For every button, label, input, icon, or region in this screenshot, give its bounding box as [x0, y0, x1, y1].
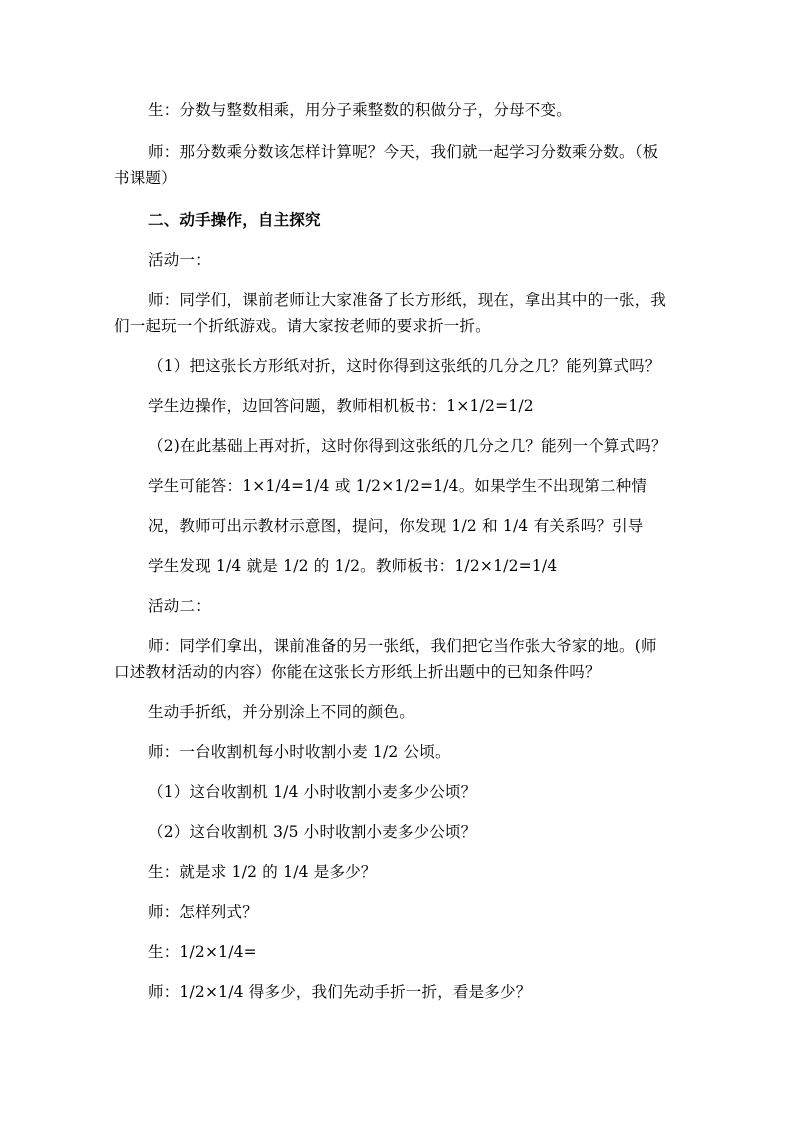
paragraph-line: 们一起玩一个折纸游戏。请大家按老师的要求折一折。: [114, 317, 491, 335]
paragraph-line: 况，教师可出示教材示意图，提问，你发现 1/2 和 1/4 有关系吗？引导: [148, 517, 644, 535]
paragraph-line: 生：分数与整数相乘，用分子乘整数的积做分子，分母不变。: [148, 101, 572, 119]
section-heading: 二、动手操作，自主探究: [148, 210, 321, 229]
paragraph-line: 师：一台收割机每小时收割小麦 1/2 公顷。: [148, 743, 451, 761]
paragraph-line: 生：就是求 1/2 的 1/4 是多少？: [148, 863, 377, 881]
paragraph-line: 生动手折纸，并分别涂上不同的颜色。: [148, 703, 415, 721]
paragraph-line: 师：那分数乘分数该怎样计算呢？今天，我们就一起学习分数乘分数。（板: [148, 143, 659, 161]
paragraph-line: 学生边操作，边回答问题，教师相机板书：1×1/2=1/2: [148, 397, 534, 415]
paragraph-line: （1）把这张长方形纸对折，这时你得到这张纸的几分之几？能列算式吗？: [148, 357, 661, 375]
paragraph-line: 书课题）: [114, 169, 177, 187]
paragraph-line: 师：同学们拿出，课前准备的另一张纸，我们把它当作张大爷家的地。(师: [148, 637, 657, 655]
paragraph-line: 学生可能答：1×1/4=1/4 或 1/2×1/2=1/4。如果学生不出现第二种情: [148, 477, 648, 495]
paragraph-line: 师：1/2×1/4 得多少，我们先动手折一折，看是多少？: [148, 983, 532, 1001]
paragraph-line: 学生发现 1/4 就是 1/2 的 1/2。教师板书：1/2×1/2=1/4: [148, 557, 558, 575]
paragraph-line: 师：怎样列式？: [148, 903, 258, 921]
paragraph-line: （2)在此基础上再对折，这时你得到这张纸的几分之几？能列一个算式吗？: [148, 437, 667, 455]
paragraph-line: 口述教材活动的内容）你能在这张长方形纸上折出题中的已知条件吗？: [114, 663, 601, 681]
paragraph-line: （2）这台收割机 3/5 小时收割小麦多少公顷？: [148, 823, 477, 841]
paragraph-line: 活动二：: [148, 597, 211, 615]
paragraph-line: 生：1/2×1/4=: [148, 943, 257, 961]
paragraph-line: （1）这台收割机 1/4 小时收割小麦多少公顷？: [148, 783, 477, 801]
paragraph-line: 活动一：: [148, 251, 211, 269]
paragraph-line: 师：同学们，课前老师让大家准备了长方形纸，现在，拿出其中的一张，我: [148, 291, 667, 309]
